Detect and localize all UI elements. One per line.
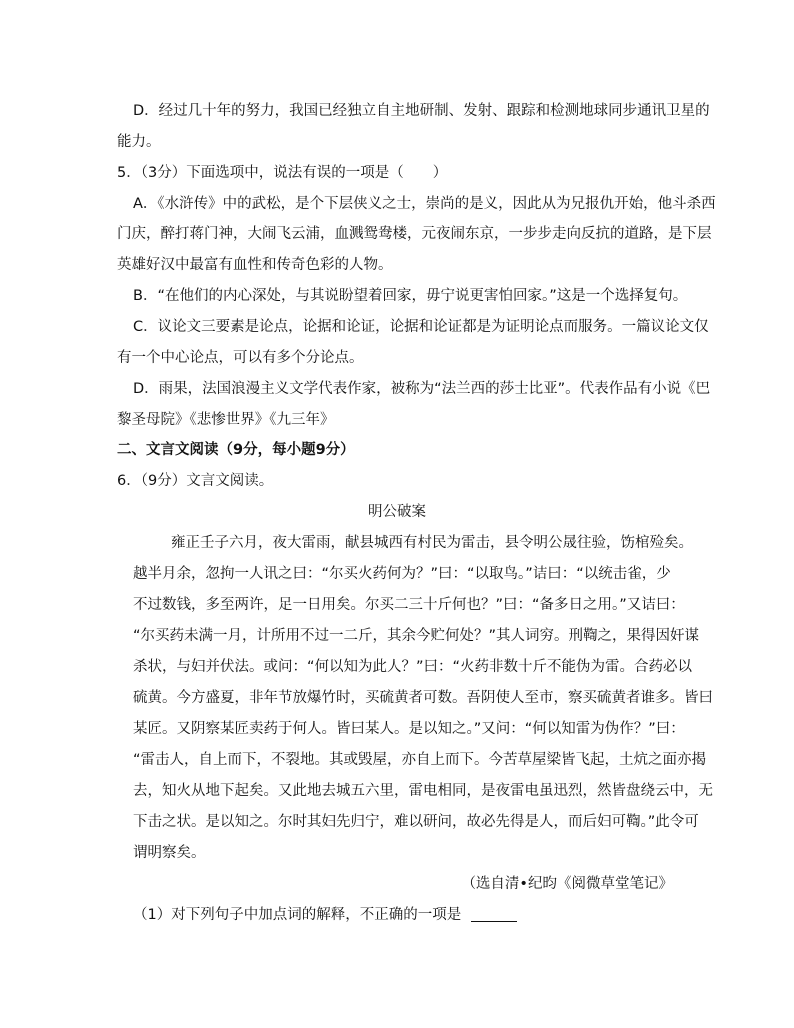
passage-source: （选自清•纪昀《阅微草堂笔记》 [461, 876, 673, 892]
passage-line-10: 下击之状。是以知之。尔时其妇先归宁，难以研问，故必先得是人，而后妇可鞫。”此令可 [133, 814, 699, 830]
passage-line-2: 越半月余，忽拘一人讯之曰：“尔买火药何为？”曰：“以取鸟。”诘曰：“以统击雀，少 [133, 566, 671, 582]
option-d-q5-line2: 黎圣母院》《悲惨世界》《九三年》 [117, 412, 335, 428]
passage-line-11: 谓明察矣。 [133, 845, 206, 861]
sub-question-1 [133, 905, 517, 925]
sub-question-1-text: （1）对下列句子中加点词的解释，不正确的一项是 [133, 907, 462, 923]
section-heading: 二、文言文阅读（9分，每小题9分） [117, 442, 355, 458]
option-a-q5-line3: 英雄好汉中最富有血性和传奇色彩的人物。 [117, 257, 393, 273]
question-6-stem: 6．（9分）文言文阅读。 [117, 473, 274, 489]
passage-line-8: “雷击人，自上而下，不裂地。其或毁屋，亦自上而下。今苦草屋梁皆飞起，土炕之面亦揭 [133, 752, 707, 768]
option-d-q4-line1: D．经过几十年的努力，我国已经独立自主地研制、发射、跟踪和检测地球同步通讯卫星的 [133, 103, 710, 119]
option-d-q5-line1: D．雨果，法国浪漫主义文学代表作家，被称为“法兰西的莎士比亚”。代表作品有小说《巴 [133, 381, 711, 397]
question-5-stem: 5．（3分）下面选项中，说法有误的一项是（ ） [117, 165, 448, 181]
passage-line-9: 去，知火从地下起矣。又此地去城五六里，雷电相同，是夜雷电虽迅烈，然皆盘绕云中，无 [133, 783, 713, 799]
answer-blank[interactable] [471, 920, 517, 922]
passage-line-5: 杀状，与妇并伏法。或问：“何以知为此人？”曰：“火药非数十斤不能伪为雷。合药必以 [133, 659, 693, 675]
option-c-q5-line1: C．议论文三要素是论点，论据和论证，论据和论证都是为证明论点而服务。一篇议论文仅 [133, 319, 709, 335]
passage-title: 明公破案 [368, 504, 426, 520]
option-d-q4-line2: 能力。 [117, 134, 161, 150]
option-a-q5-line2: 门庆，醉打蒋门神，大闹飞云浦，血溅鸳鸯楼，元夜闹东京，一步步走向反抗的道路，是下层 [117, 226, 712, 242]
passage-line-6: 硫黄。今方盛夏，非年节放爆竹时，买硫黄者可数。吾阴使人至市，察买硫黄者谁多。皆曰 [133, 690, 713, 706]
passage-line-7: 某匠。又阴察某匠卖药于何人。皆曰某人。是以知之。”又问：“何以知雷为伪作？”曰： [133, 721, 685, 737]
passage-line-4: “尔买药未满一月，计所用不过一二斤，其余今贮何处？”其人词穷。刑鞫之，果得因奸谋 [133, 628, 700, 644]
option-b-q5: B．“在他们的内心深处，与其说盼望着回家，毋宁说更害怕回家。”这是一个选择复句。 [133, 288, 688, 304]
option-a-q5-line1: A．《水浒传》中的武松，是个下层侠义之士，崇尚的是义，因此从为兄报仇开始，他斗杀西 [133, 196, 716, 212]
passage-line-3: 不过数钱，多至两许，足一日用矣。尔买二三十斤何也？”曰：“备多日之用。”又诘曰： [133, 597, 685, 613]
passage-line-1: 雍正壬子六月，夜大雷雨，献县城西有村民为雷击，县令明公晟往验，饬棺殓矣。 [171, 535, 693, 551]
option-c-q5-line2: 有一个中心论点，可以有多个分论点。 [117, 350, 364, 366]
